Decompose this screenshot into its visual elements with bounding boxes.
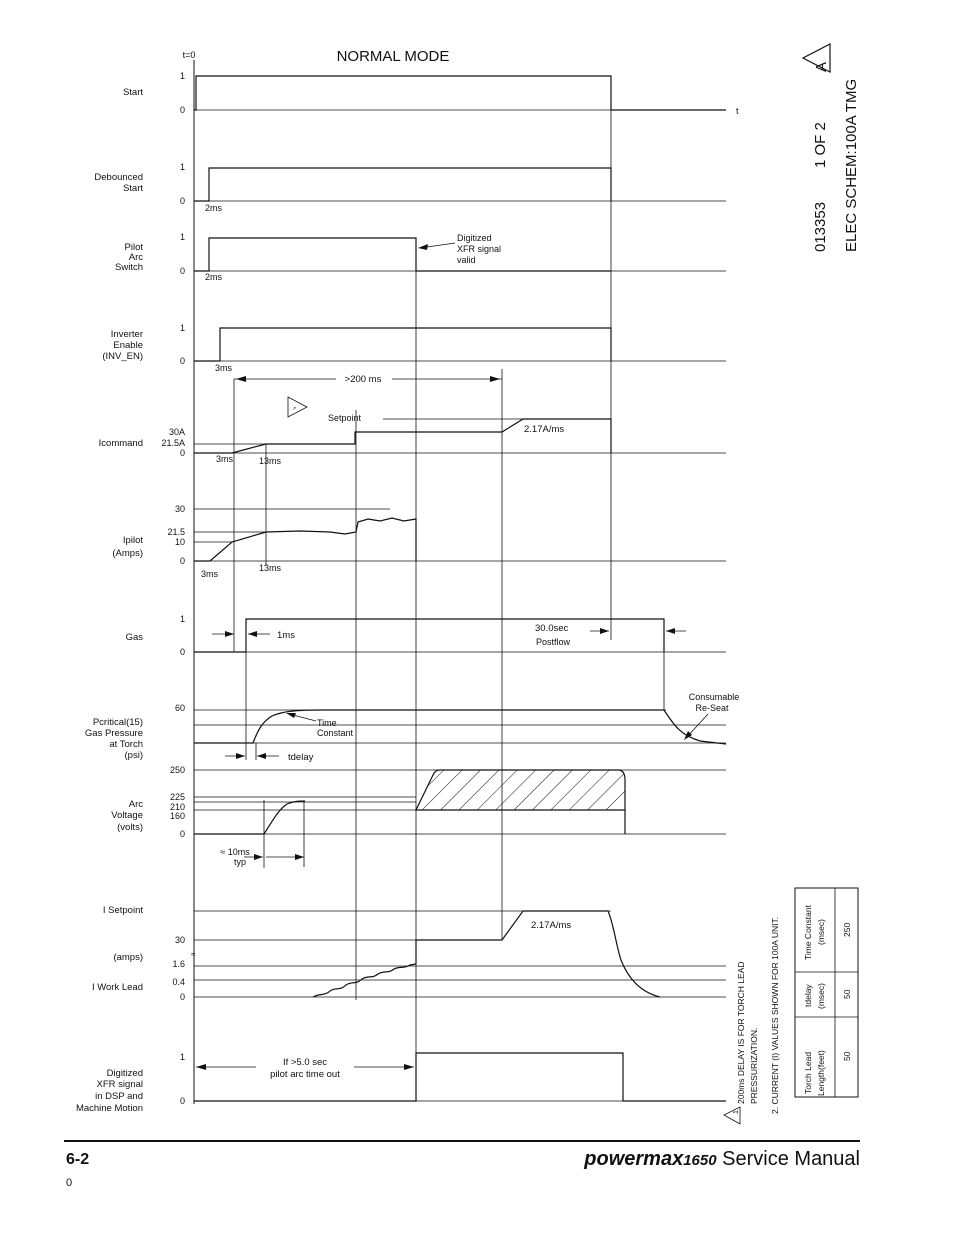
signal-label: Debounced bbox=[94, 172, 143, 183]
signal-label: Switch bbox=[115, 262, 143, 273]
delay-label: 13ms bbox=[259, 563, 282, 573]
level-label: 160 bbox=[169, 811, 185, 821]
manual-title bbox=[584, 1148, 860, 1171]
level-label: 1 bbox=[179, 323, 185, 333]
level-label: 21.5A bbox=[161, 438, 185, 448]
page-sub-number: 0 bbox=[66, 1177, 73, 1189]
signal-label: I Setpoint bbox=[102, 905, 143, 916]
gas-signal bbox=[126, 614, 726, 657]
delay-label: 2ms bbox=[205, 203, 223, 213]
note-text: 200ms DELAY IS FOR TORCH LEAD bbox=[736, 961, 746, 1104]
brand-model: 1650 bbox=[683, 1152, 717, 1169]
xfr-note: XFR signal bbox=[457, 244, 502, 254]
table-cell: 250 bbox=[842, 922, 852, 937]
slope-label: 2.17A/ms bbox=[531, 920, 572, 931]
note-text: PRESSURIZATION. bbox=[749, 1027, 759, 1104]
level-label: 210 bbox=[169, 802, 185, 812]
rise-label: ≈ 10ms bbox=[220, 847, 250, 857]
level-label: 1 bbox=[179, 232, 185, 242]
parameters-table bbox=[795, 888, 858, 1097]
note-text: 2. CURRENT (I) VALUES SHOWN FOR 100A UNIT. bbox=[770, 916, 780, 1114]
signal-label: (amps) bbox=[113, 952, 143, 963]
level-label: 60 bbox=[174, 703, 185, 713]
level-label: 0 bbox=[179, 356, 185, 366]
timeout-label: pilot arc time out bbox=[270, 1069, 340, 1080]
table-cell: 50 bbox=[842, 1051, 852, 1061]
table-header: Torch Lead bbox=[803, 1051, 813, 1094]
level-label: 1.6 bbox=[172, 959, 185, 969]
table-header: Length(feet) bbox=[816, 1050, 826, 1096]
level-label: 1 bbox=[179, 162, 185, 172]
reseat-label: Consumable bbox=[688, 692, 740, 702]
signal-label: (volts) bbox=[117, 822, 143, 833]
level-label: 0 bbox=[179, 266, 185, 276]
drawing-number: 013353 bbox=[812, 201, 829, 252]
tdelay-label: tdelay bbox=[288, 752, 314, 763]
icommand-signal bbox=[99, 397, 726, 466]
tc-label: Time bbox=[317, 718, 337, 728]
pilot-arc-switch-signal bbox=[115, 232, 726, 282]
level-label: 0 bbox=[179, 647, 185, 657]
level-label: 1 bbox=[179, 1052, 185, 1062]
signal-label: (psi) bbox=[124, 750, 143, 761]
signal-label: Start bbox=[122, 87, 143, 98]
tc-label: Constant bbox=[317, 728, 354, 738]
signal-label: Inverter bbox=[110, 329, 143, 340]
signal-label: Machine Motion bbox=[75, 1103, 143, 1114]
digitized-xfr-signal bbox=[76, 1052, 726, 1114]
signal-label: Arc bbox=[128, 799, 143, 810]
signal-label: Gas bbox=[125, 632, 143, 643]
signal-label: Enable bbox=[113, 340, 143, 351]
level-label: 225 bbox=[169, 792, 185, 802]
level-label: 0 bbox=[179, 196, 185, 206]
level-label: 0.4 bbox=[172, 977, 185, 987]
signal-label: I Work Lead bbox=[91, 982, 143, 993]
table-header: tdelay bbox=[803, 984, 813, 1007]
xfr-note: valid bbox=[457, 255, 476, 265]
level-label: 0 bbox=[179, 556, 185, 566]
signal-label: Ipilot bbox=[122, 535, 143, 546]
setpoint-label: Setpoint bbox=[328, 413, 362, 423]
delay-label: 3ms bbox=[215, 363, 233, 373]
delay-label: 3ms bbox=[216, 454, 234, 464]
reseat-label: Re-Seat bbox=[695, 703, 729, 713]
postflow-label: 30.0sec bbox=[535, 623, 569, 634]
signal-label: Pcritical(15) bbox=[92, 717, 143, 728]
table-header: (msec) bbox=[816, 919, 826, 945]
drawing-title: ELEC SCHEM:100A TMG bbox=[843, 78, 860, 252]
t0-label: t=0 bbox=[182, 50, 196, 60]
delay-label: 3ms bbox=[201, 569, 219, 579]
gas-pressure-signal bbox=[85, 692, 739, 763]
postflow-label: Postflow bbox=[536, 637, 571, 647]
table-header: Time Constant bbox=[803, 905, 813, 960]
signal-label: Voltage bbox=[111, 810, 143, 821]
arc-voltage-signal bbox=[111, 765, 726, 867]
sheet-number: 1 OF 2 bbox=[812, 122, 829, 168]
drawing-id-block bbox=[803, 44, 860, 252]
signal-label: XFR signal bbox=[96, 1079, 143, 1090]
revision-letter: A bbox=[813, 61, 830, 72]
level-label: 0 bbox=[179, 829, 185, 839]
debounced-start-signal bbox=[94, 162, 726, 213]
delay-label: 1ms bbox=[277, 630, 295, 641]
signal-label: (Amps) bbox=[112, 548, 143, 559]
signal-label: Start bbox=[122, 183, 143, 194]
t-label: t bbox=[736, 106, 739, 116]
level-label: 0 bbox=[179, 1096, 185, 1106]
i-setpoint-signal bbox=[92, 905, 726, 1002]
level-label: 1 bbox=[179, 71, 185, 81]
ipilot-signal bbox=[112, 504, 726, 579]
level-label: 250 bbox=[169, 765, 185, 775]
slope-label: 2.17A/ms bbox=[524, 424, 565, 435]
level-label: 30A bbox=[168, 427, 185, 437]
note-marker-triangle bbox=[724, 1107, 740, 1124]
timing-markers bbox=[234, 76, 664, 1101]
note-marker: ↗ bbox=[292, 406, 297, 412]
level-label: 30 bbox=[174, 935, 185, 945]
level-label: 30 bbox=[174, 504, 185, 514]
level-label: 21.5 bbox=[167, 527, 185, 537]
level-label: 0 bbox=[179, 992, 185, 1002]
delay-label: 13ms bbox=[259, 456, 282, 466]
level-label: 1 bbox=[179, 614, 185, 624]
signal-label: Gas Pressure bbox=[84, 728, 143, 739]
footer-rule bbox=[64, 1140, 860, 1142]
brand-name: powermax bbox=[584, 1148, 684, 1170]
axis-break: ≈ bbox=[191, 950, 196, 959]
inverter-enable-signal bbox=[102, 323, 726, 385]
delay-label: 2ms bbox=[205, 272, 223, 282]
signal-label: (INV_EN) bbox=[102, 351, 143, 362]
notes-block bbox=[724, 917, 780, 1124]
table-header: (msec) bbox=[816, 983, 826, 1009]
timeout-label: If >5.0 sec bbox=[282, 1057, 328, 1068]
level-label: 10 bbox=[174, 537, 185, 547]
note-marker-number: 1 bbox=[733, 1110, 740, 1114]
rise-label: typ bbox=[233, 857, 247, 867]
span-label: >200 ms bbox=[344, 374, 382, 385]
level-label: 0 bbox=[179, 105, 185, 115]
start-signal bbox=[123, 71, 726, 115]
xfr-note: Digitized bbox=[457, 233, 492, 243]
signal-label: in DSP and bbox=[95, 1091, 143, 1102]
diagram-title: NORMAL MODE bbox=[336, 48, 450, 65]
table-cell: 50 bbox=[842, 989, 852, 999]
signal-label: Pilot bbox=[124, 242, 143, 253]
page-number: 6-2 bbox=[66, 1151, 90, 1168]
manual-name: Service Manual bbox=[722, 1148, 860, 1170]
signal-label: Digitized bbox=[106, 1068, 143, 1079]
signal-label: Icommand bbox=[98, 438, 143, 449]
signal-label: at Torch bbox=[109, 739, 143, 750]
signal-label: Arc bbox=[128, 252, 143, 263]
level-label: 0 bbox=[179, 448, 185, 458]
